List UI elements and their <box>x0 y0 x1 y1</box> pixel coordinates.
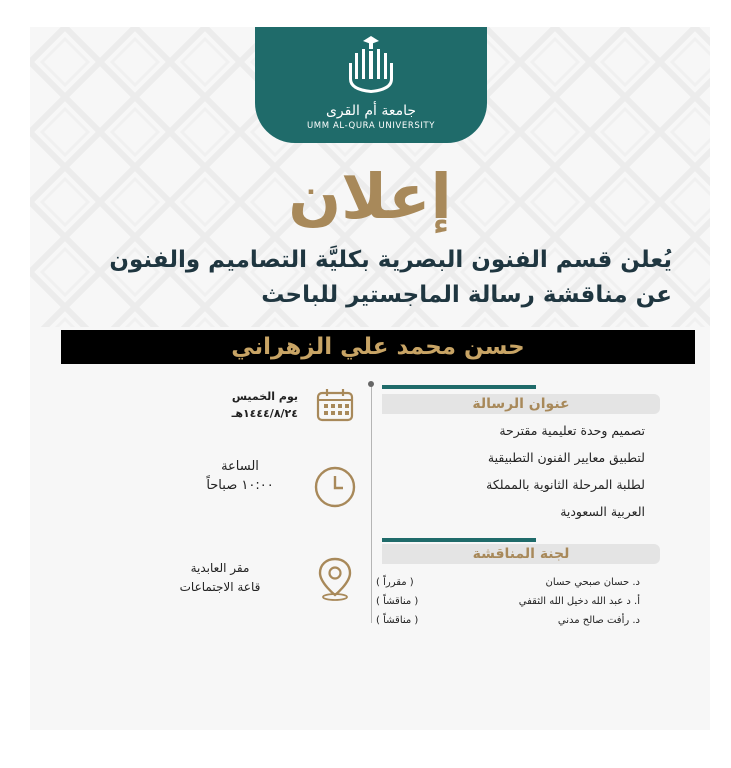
researcher-name-bar <box>61 330 695 364</box>
member-name: د. حسان صبحي حسان <box>545 577 640 588</box>
university-name-english: UMM AL-QURA UNIVERSITY <box>306 121 436 131</box>
thesis-line-2: لتطبيق معايير الفنون التطبيقية <box>487 450 645 465</box>
announcement-card <box>30 27 710 730</box>
committee-member <box>376 615 640 629</box>
university-emblem-icon <box>341 33 401 103</box>
member-role: ( مناقشاً ) <box>376 596 419 607</box>
member-role: ( مناقشاً ) <box>376 615 419 626</box>
date-day: يوم الخميس <box>231 390 298 403</box>
thesis-heading: عنوان الرسالة <box>382 394 660 414</box>
committee-accent-bar <box>382 538 536 542</box>
committee-member <box>376 596 640 610</box>
committee-heading: لجنة المناقشة <box>382 544 660 564</box>
announcement-title: إعلان <box>288 160 452 233</box>
clock-icon <box>312 464 358 510</box>
location-room: قاعة الاجتماعات <box>179 580 261 594</box>
thesis-line-4: العربية السعودية <box>560 504 645 519</box>
announcement-line-1: يُعلن قسم الفنون البصرية بكليَّة التصاميم والفنون <box>109 247 672 273</box>
calendar-icon <box>315 387 355 423</box>
announcement-line-2: عن مناقشة رسالة الماجستير للباحث <box>261 282 672 308</box>
committee-member <box>376 577 640 591</box>
researcher-name: حسن محمد علي الزهراني <box>231 334 525 360</box>
location-building: مقر العابدية <box>190 561 250 575</box>
member-role: ( مقرراً ) <box>376 577 414 588</box>
thesis-line-1: تصميم وحدة تعليمية مقترحة <box>499 423 645 438</box>
university-name-arabic: جامعة أم القرى <box>325 103 417 119</box>
member-name: أ. د عبد الله دخيل الله الثقفي <box>518 596 640 607</box>
time-value: ١٠:٠٠ صباحاً <box>206 478 274 493</box>
map-pin-icon <box>315 555 355 603</box>
thesis-accent-bar <box>382 385 536 389</box>
thesis-line-3: لطلبة المرحلة الثانوية بالمملكة <box>486 477 645 492</box>
time-label: الساعة <box>221 459 259 474</box>
timeline-dot <box>368 381 374 387</box>
date-value: ١٤٤٤/٨/٢٤هـ <box>231 407 298 420</box>
timeline-divider <box>371 383 372 623</box>
member-name: د. رأفت صالح مدني <box>557 615 640 626</box>
university-logo <box>255 27 487 143</box>
